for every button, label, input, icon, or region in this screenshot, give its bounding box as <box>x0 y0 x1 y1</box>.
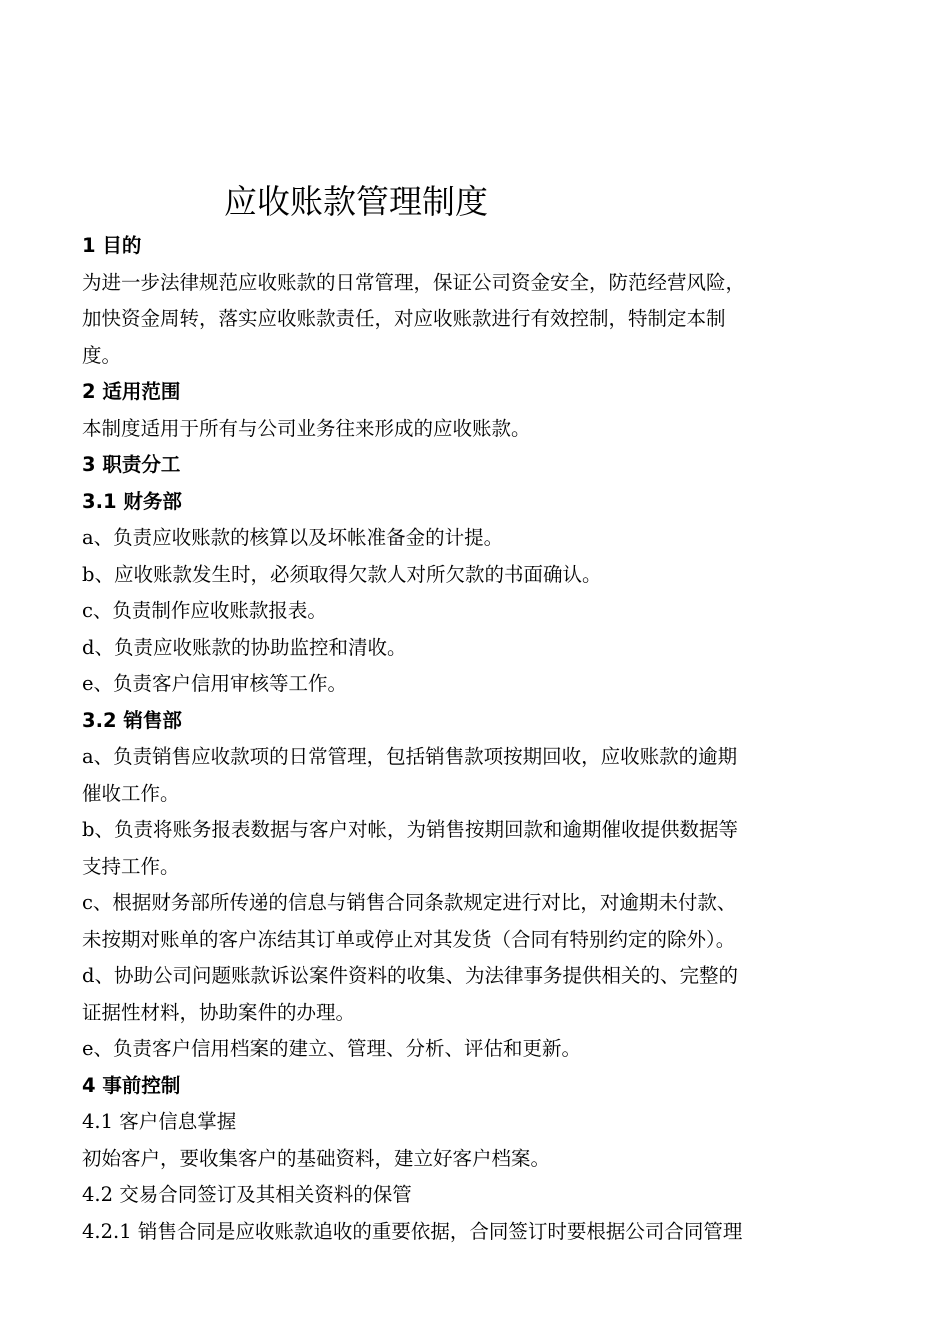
body-text-line: 本制度适用于所有与公司业务往来形成的应收账款。 <box>82 416 531 440</box>
document-content <box>82 176 872 1250</box>
body-text-line: c、根据财务部所传递的信息与销售合同条款规定进行对比，对逾期未付款、 <box>82 891 737 914</box>
document-title: 应收账款管理制度 <box>224 182 488 221</box>
body-text-line: e、负责客户信用审核等工作。 <box>82 672 348 695</box>
section-heading: 3.2 销售部 <box>82 708 182 732</box>
body-text-line: 加快资金周转，落实应收账款责任，对应收账款进行有效控制，特制定本制 <box>82 307 726 330</box>
body-text-line: c、负责制作应收账款报表。 <box>82 599 327 622</box>
body-text-line: b、负责将账务报表数据与客户对帐，为销售按期回款和逾期催收提供数据等 <box>82 818 738 841</box>
body-text-line: d、协助公司问题账款诉讼案件资料的收集、为法律事务提供相关的、完整的 <box>82 964 738 987</box>
body-text-line: a、负责应收账款的核算以及坏帐准备金的计提。 <box>82 526 504 549</box>
body-text-line: 支持工作。 <box>82 854 180 878</box>
section-heading: 3.1 财务部 <box>82 489 182 513</box>
body-text-line: 未按期对账单的客户冻结其订单或停止对其发货（合同有特别约定的除外）。 <box>82 927 736 951</box>
body-text-line: d、负责应收账款的协助监控和清收。 <box>82 635 407 659</box>
body-text-line: b、应收账款发生时，必须取得欠款人对所欠款的书面确认。 <box>82 562 602 586</box>
section-heading: 1 目的 <box>82 234 142 257</box>
body-text-line: 4.2 交易合同签订及其相关资料的保管 <box>82 1183 412 1206</box>
section-heading: 3 职责分工 <box>82 453 181 476</box>
body-text-line: 4.2.1 销售合同是应收账款追收的重要依据，合同签订时要根据公司合同管理 <box>82 1219 743 1243</box>
body-text-line: 度。 <box>82 343 122 367</box>
body-text-line: 证据性材料，协助案件的办理。 <box>82 1000 356 1024</box>
body-text-line: 初始客户，要收集客户的基础资料，建立好客户档案。 <box>82 1146 551 1170</box>
body-text-line: a、负责销售应收款项的日常管理，包括销售款项按期回收，应收账款的逾期 <box>82 745 738 768</box>
document-body <box>82 228 872 1250</box>
section-heading: 4 事前控制 <box>82 1073 181 1097</box>
section-heading: 2 适用范围 <box>82 380 181 403</box>
body-text-line: 为进一步法律规范应收账款的日常管理，保证公司资金安全，防范经营风险， <box>82 270 746 294</box>
body-text-line: 4.1 客户信息掌握 <box>82 1110 237 1133</box>
body-text-line: 催收工作。 <box>82 781 180 805</box>
body-text-line: e、负责客户信用档案的建立、管理、分析、评估和更新。 <box>82 1037 582 1060</box>
